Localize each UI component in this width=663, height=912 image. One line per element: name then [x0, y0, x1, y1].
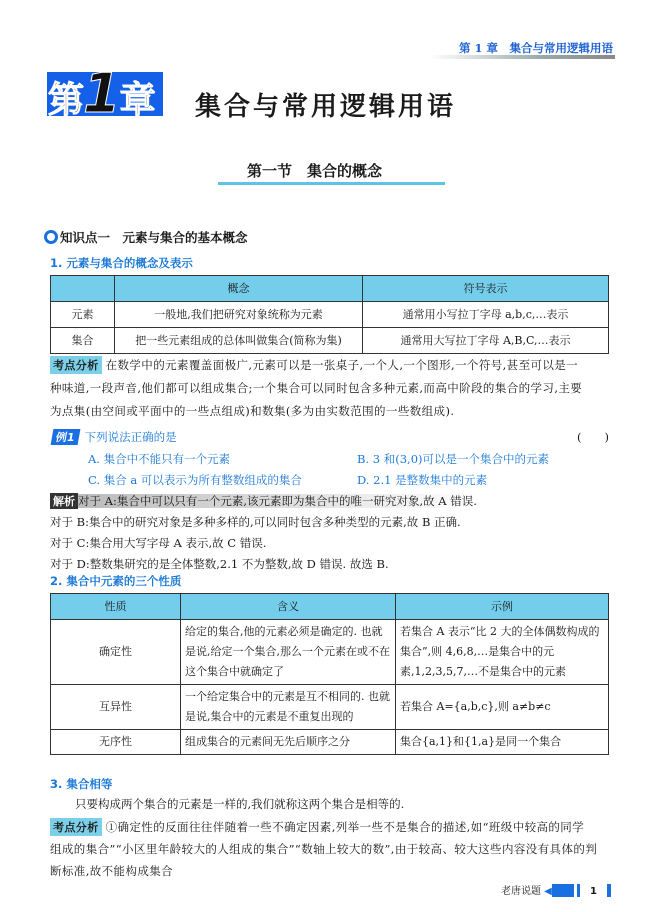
kp-prefix: 知识点一: [60, 230, 111, 245]
section-title: 第一节 集合的概念: [247, 162, 383, 180]
question-text: 下列说法正确的是: [84, 430, 177, 444]
cell: 组成集合的元素间无先后顺序之分: [181, 730, 396, 755]
table-header: 符号表示: [363, 276, 609, 302]
cell: 通常用大写拉丁字母 A,B,C,…表示: [363, 328, 609, 354]
analysis-line: [50, 356, 578, 374]
kp-title: 元素与集合的基本概念: [122, 230, 248, 245]
solution-line: [50, 493, 477, 509]
chapter-title: 集合与常用逻辑用语: [195, 92, 457, 122]
cell: 一个给定集合中的元素是互不相同的. 也就是说,集合中的元素是不重复出现的: [181, 685, 396, 730]
chapter-badge: [48, 62, 155, 125]
analysis-line: 为点集(由空间或平面中的一些点组成)和数集(多为由实数范围的一些数组成).: [50, 404, 455, 418]
cell: 无序性: [51, 730, 181, 755]
option-c: C. 集合 a 可以表示为所有整数组成的集合: [88, 473, 302, 487]
footer-bar: [577, 884, 580, 897]
table-row: [51, 730, 609, 755]
cell: 若集合 A 表示“比 2 大的全体偶数构成的集合”,则 4,6,8,…是集合中的元素,1,2,3,5,7,…不是集合中的元素: [396, 620, 609, 685]
heading-1: 1. 元素与集合的概念及表示: [50, 256, 193, 270]
arrow-left-icon: ◀: [544, 886, 552, 897]
cell: 给定的集合,他的元素必须是确定的. 也就是说,给定一个集合,那么一个元素在或不在这个集合中就确定了: [181, 620, 396, 685]
table-properties: [50, 593, 609, 755]
chapter-label: 第: [48, 80, 84, 121]
cell: 一般地,我们把研究对象统称为元素: [115, 302, 363, 328]
table-header: 概念: [115, 276, 363, 302]
solution-line: 对于 C:集合用大写字母 A 表示,故 C 错误.: [50, 536, 267, 550]
header-rule: [430, 55, 615, 59]
table-row: [51, 328, 609, 354]
cell: 集合: [51, 328, 115, 354]
heading-2: 2. 集合中元素的三个性质: [50, 574, 182, 588]
table-header: [51, 276, 115, 302]
chapter-number: 1: [83, 62, 120, 125]
analysis-tag: 考点分析: [50, 356, 102, 374]
answer-bracket: ( ): [577, 430, 609, 444]
heading-3: 3. 集合相等: [50, 777, 113, 791]
page-number: 1: [590, 886, 597, 897]
running-header: 第 1 章 集合与常用逻辑用语: [458, 41, 613, 55]
table-header: 示例: [396, 594, 609, 620]
chapter-label-post: 章: [119, 80, 155, 121]
table-header: 含义: [181, 594, 396, 620]
footer-brand: 老唐说题: [500, 886, 541, 897]
text: ①确定性的反面往往伴随着一些不确定因素,列举一些不是集合的描述,如“班级中较高的同学: [105, 820, 585, 834]
option-b: B. 3 和(3,0)可以是一个集合中的元素: [357, 452, 549, 466]
magnifier-icon: [44, 230, 58, 244]
solution-tag: 解析: [50, 493, 78, 509]
table-row: [51, 685, 609, 730]
analysis-line: 断标准,故不能构成集合: [50, 864, 174, 878]
table-row: [51, 620, 609, 685]
cell: 通常用小写拉丁字母 a,b,c,…表示: [363, 302, 609, 328]
knowledge-point-heading: [44, 228, 248, 246]
table-row: [51, 302, 609, 328]
text: 在数学中的元素覆盖面极广,元素可以是一张桌子,一个人,一个图形,一个符号,甚至可以是一: [105, 358, 579, 372]
cell: 互异性: [51, 685, 181, 730]
option-d: D. 2.1 是整数集中的元素: [357, 473, 488, 487]
cell: 集合{a,1}和{1,a}是同一个集合: [396, 730, 609, 755]
table-concepts: [50, 275, 609, 354]
cell: 若集合 A={a,b,c},则 a≠b≠c: [396, 685, 609, 730]
section-underline: [218, 182, 445, 185]
analysis-line: 组成的集合”“小区里年龄较大的人组成的集合”“数轴上较大的数”,由于较高、较大这些内容没有具体的判: [50, 842, 598, 856]
footer-bar: [607, 884, 611, 897]
example-tag: 例1: [51, 429, 80, 445]
page-footer: [501, 882, 611, 897]
footer-bar: [552, 884, 574, 897]
solution-line: 对于 B:集合中的研究对象是多种多样的,可以同时包含多种类型的元素,故 B 正确.: [50, 515, 461, 529]
solution-line: 对于 D:整数集研究的是全体整数,2.1 不为整数,故 D 错误. 故选 B.: [50, 557, 389, 571]
analysis-line: [50, 818, 584, 836]
text: 对于 A:集合中可以只有一个元素,该元素即为集合中的唯一研究对象,故 A 错误.: [78, 494, 477, 508]
equality-text: 只要构成两个集合的元素是一样的,我们就称这两个集合是相等的.: [75, 797, 405, 811]
analysis-line: 种味道,一段声音,他们都可以组成集合;一个集合可以同时包含多种元素,而高中阶段的集合的学习,主要: [50, 381, 583, 395]
analysis-tag: 考点分析: [50, 818, 102, 836]
example-question: [52, 429, 177, 445]
option-a: A. 集合中不能只有一个元素: [88, 452, 231, 466]
cell: 把一些元素组成的总体叫做集合(简称为集): [115, 328, 363, 354]
table-header: 性质: [51, 594, 181, 620]
cell: 确定性: [51, 620, 181, 685]
cell: 元素: [51, 302, 115, 328]
